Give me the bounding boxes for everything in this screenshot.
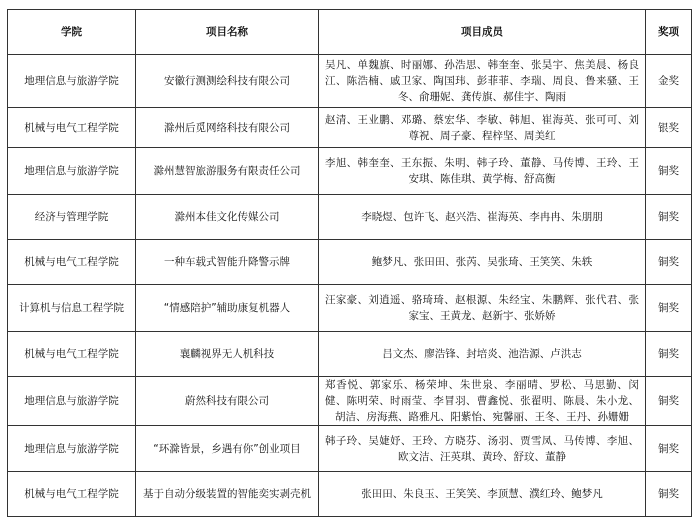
cell-project: 滁州后觅网络科技有限公司	[136, 108, 319, 148]
cell-college: 机械与电气工程学院	[8, 472, 136, 517]
table-row	[8, 426, 692, 472]
cell-award: 铜奖	[646, 240, 692, 285]
cell-award: 金奖	[646, 55, 692, 108]
awards-table	[7, 9, 692, 517]
table-row	[8, 332, 692, 377]
cell-college: 机械与电气工程学院	[8, 332, 136, 377]
cell-members: 赵清、王业鹏、邓璐、蔡宏华、李敏、韩旭、崔海英、张可可、刘尊祝、周子豪、程梓坚、周美红	[319, 108, 646, 148]
cell-award: 银奖	[646, 108, 692, 148]
cell-project: 襄麟视界无人机科技	[136, 332, 319, 377]
cell-members: 鲍梦凡、张田田、张芮、吴张琦、王笑笑、朱轶	[319, 240, 646, 285]
table-row	[8, 108, 692, 148]
cell-award: 铜奖	[646, 285, 692, 332]
cell-project: “情感陪护”辅助康复机器人	[136, 285, 319, 332]
header-award: 奖项	[646, 10, 692, 55]
cell-award: 铜奖	[646, 195, 692, 240]
table-row	[8, 148, 692, 195]
table-row	[8, 285, 692, 332]
cell-project: 基于自动分级装置的智能奕实剥壳机	[136, 472, 319, 517]
cell-members: 吕文杰、廖浩锋、封培炎、池浩源、卢洪志	[319, 332, 646, 377]
header-project: 项目名称	[136, 10, 319, 55]
cell-members: 韩子玲、吴婕妤、王玲、方晓芬、汤羽、贾雪凤、马传博、李旭、欧文洁、汪英琪、黄玲、舒玟、董静	[319, 426, 646, 472]
table-row	[8, 55, 692, 108]
cell-college: 地理信息与旅游学院	[8, 148, 136, 195]
cell-college: 经济与管理学院	[8, 195, 136, 240]
cell-award: 铜奖	[646, 332, 692, 377]
cell-project: 滁州本佳文化传媒公司	[136, 195, 319, 240]
cell-award: 铜奖	[646, 426, 692, 472]
cell-college: 地理信息与旅游学院	[8, 426, 136, 472]
cell-members: 汪家豪、刘逍遥、骆琦琦、赵根源、朱经宝、朱鹏辉、张代君、张家宝、王黄龙、赵新宇、张娇娇	[319, 285, 646, 332]
cell-project: 安徽行测测绘科技有限公司	[136, 55, 319, 108]
cell-college: 计算机与信息工程学院	[8, 285, 136, 332]
cell-members: 李晓煜、包许飞、赵兴浩、崔海英、李冉冉、朱朋朋	[319, 195, 646, 240]
cell-college: 地理信息与旅游学院	[8, 377, 136, 426]
cell-college: 机械与电气工程学院	[8, 240, 136, 285]
cell-award: 铜奖	[646, 148, 692, 195]
cell-college: 地理信息与旅游学院	[8, 55, 136, 108]
cell-college: 机械与电气工程学院	[8, 108, 136, 148]
table-row	[8, 472, 692, 517]
cell-project: 一种车载式智能升降警示牌	[136, 240, 319, 285]
cell-project: “环滁皆景，乡遇有你”创业项目	[136, 426, 319, 472]
table-header-row	[8, 10, 692, 55]
cell-project: 蔚然科技有限公司	[136, 377, 319, 426]
table-row	[8, 240, 692, 285]
cell-members: 李旭、韩奎奎、王东振、朱明、韩子玲、董静、马传博、王玲、王安琪、陈佳琪、黄学梅、舒高衡	[319, 148, 646, 195]
cell-project: 滁州慧智旅游服务有限责任公司	[136, 148, 319, 195]
cell-award: 铜奖	[646, 377, 692, 426]
table-row	[8, 377, 692, 426]
header-college: 学院	[8, 10, 136, 55]
header-members: 项目成员	[319, 10, 646, 55]
cell-members: 张田田、朱良玉、王笑笑、李顶慧、濮红玲、鲍梦凡	[319, 472, 646, 517]
table-row	[8, 195, 692, 240]
cell-award: 铜奖	[646, 472, 692, 517]
cell-members: 郑香悦、郭家乐、杨荣坤、朱世泉、李丽晴、罗松、马思勤、闵健、陈明荣、时雨莹、李冒羽、曹鑫悦、张翟明、陈晨、朱小龙、胡洁、房海燕、路雅凡、阳紫怡、宛馨丽、王冬、王丹、孙姗姗	[319, 377, 646, 426]
cell-members: 吴凡、单魏旗、时丽娜、孙浩思、韩奎奎、张昊宇、焦美晨、杨良江、陈浩楠、戚卫家、陶国玮、彭菲菲、李瑞、周良、鲁来骚、王冬、俞珊妮、龚传旗、郝佳宇、陶雨	[319, 55, 646, 108]
